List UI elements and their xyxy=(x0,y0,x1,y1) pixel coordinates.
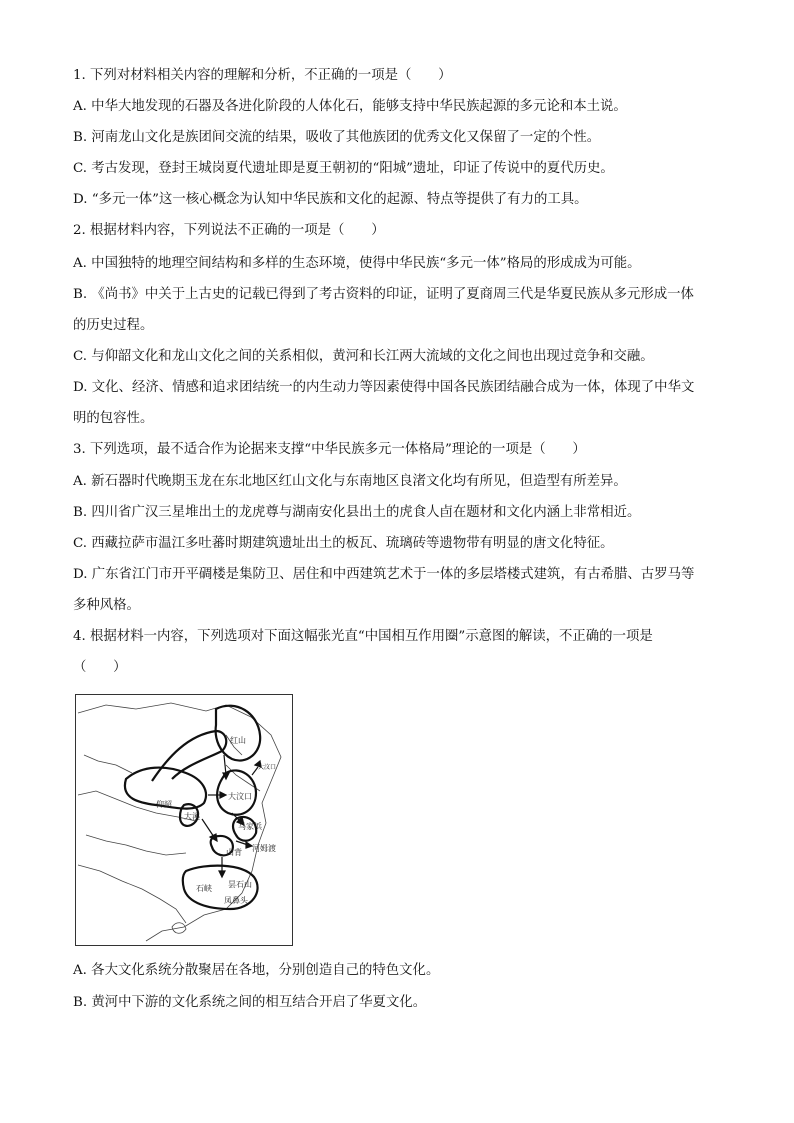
q1-stem: 1. 下列对材料相关内容的理解和分析，不正确的一项是（ ） xyxy=(73,68,452,83)
q2-option-d-line1: D. 文化、经济、情感和追求团结统一的内生动力等因素使得中国各民族团结融合成为一体，体现了中华文 xyxy=(73,380,695,395)
interaction-sphere-map xyxy=(75,694,293,946)
map-label-tanshishan: 昙石山 xyxy=(228,880,252,889)
interaction-arrows xyxy=(202,755,261,877)
q4-stem-line1: 4. 根据材料一内容，下列选项对下面这幅张光直“中国相互作用圈”示意图的解读，不正确的一项是 xyxy=(73,629,653,644)
q2-option-d-line2: 明的包容性。 xyxy=(73,411,154,426)
map-label-dawenkou-north: 大汶口 xyxy=(258,764,277,771)
q3-option-d-line1: D. 广东省江门市开平碉楼是集防卫、居住和中西建筑艺术于一体的多层塔楼式建筑，有古希腊、古罗马等 xyxy=(73,567,695,582)
q4-stem-line2: （ ） xyxy=(73,660,127,675)
map-label-daxi: 大溪 xyxy=(184,812,200,821)
map-label-majiabang: 马家浜 xyxy=(238,822,262,831)
map-label-shanbei: 山背 xyxy=(226,848,242,857)
q1-option-d: D. “多元一体”这一核心概念为认知中华民族和文化的起源、特点等提供了有力的工具。 xyxy=(73,192,588,207)
map-label-shixia: 石峡 xyxy=(196,884,212,893)
q2-option-a: A. 中国独特的地理空间结构和多样的生态环境，使得中华民族“多元一体”格局的形成成为可能。 xyxy=(73,256,641,271)
map-label-hemudu: 河姆渡 xyxy=(252,844,276,853)
q3-option-b: B. 四川省广汉三星堆出土的龙虎尊与湖南安化县出土的虎食人卣在题材和文化内涵上非常相近。 xyxy=(73,505,641,520)
q1-option-b: B. 河南龙山文化是族团间交流的结果，吸收了其他族团的优秀文化又保留了一定的个性。 xyxy=(73,130,601,145)
map-label-dawenkou: 大汶口 xyxy=(228,792,252,801)
q1-option-c: C. 考古发现，登封王城岗夏代遗址即是夏王朝初的“阳城”遗址，印证了传说中的夏代历史。 xyxy=(73,161,614,176)
q2-option-b-line2: 的历史过程。 xyxy=(73,318,154,333)
map-label-hongshan: 红山 xyxy=(230,736,246,745)
q4-option-b: B. 黄河中下游的文化系统之间的相互结合开启了华夏文化。 xyxy=(73,995,427,1010)
q3-stem: 3. 下列选项，最不适合作为论据来支撑“中华民族多元一体格局”理论的一项是（ ） xyxy=(73,442,586,457)
map-label-fengbitou: 凤鼻头 xyxy=(224,896,248,905)
q4-option-a: A. 各大文化系统分散聚居在各地，分别创造自己的特色文化。 xyxy=(73,963,440,978)
q2-option-b-line1: B. 《尚书》中关于上古史的记载已得到了考古资料的印证，证明了夏商周三代是华夏民族从多元形成一体 xyxy=(73,287,694,302)
q3-option-d-line2: 多种风格。 xyxy=(73,598,140,613)
map-svg xyxy=(76,695,292,945)
q2-stem: 2. 根据材料内容，下列说法不正确的一项是（ ） xyxy=(73,223,385,238)
q3-option-c: C. 西藏拉萨市温江多吐蕃时期建筑遗址出土的板瓦、琉璃砖等遗物带有明显的唐文化特征。 xyxy=(73,536,614,551)
q2-option-c: C. 与仰韶文化和龙山文化之间的关系相似，黄河和长江两大流域的文化之间也出现过竞争和交融。 xyxy=(73,349,654,364)
q3-option-a: A. 新石器时代晚期玉龙在东北地区红山文化与东南地区良渚文化均有所见，但造型有所差异。 xyxy=(73,474,627,489)
q1-option-a: A. 中华大地发现的石器及各进化阶段的人体化石，能够支持中华民族起源的多元论和本土说。 xyxy=(73,99,627,114)
map-label-yangshao: 仰韶 xyxy=(156,800,172,809)
